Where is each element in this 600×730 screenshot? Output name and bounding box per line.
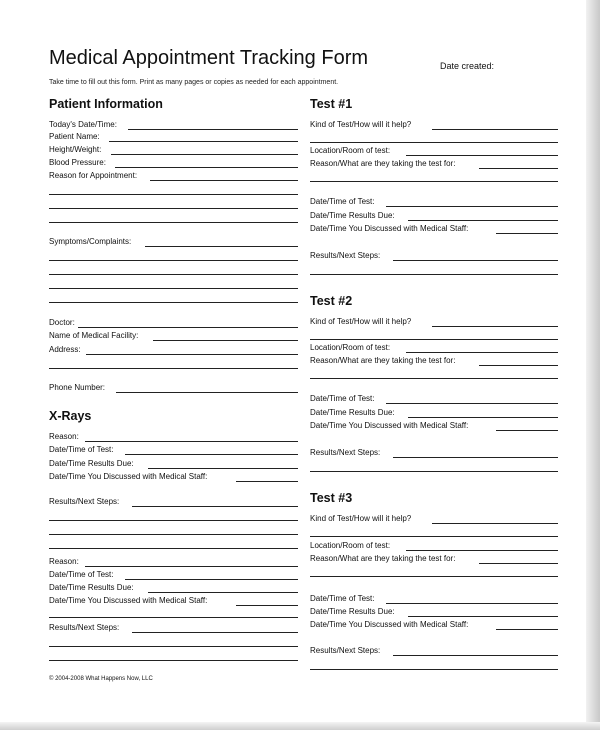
test3-reason-label: Reason/What are they taking the test for:	[310, 554, 456, 563]
test3-results-steps-line-2[interactable]	[310, 669, 558, 670]
test2-location-label: Location/Room of test:	[310, 343, 391, 352]
xray1-date-of-test-label: Date/Time of Test:	[49, 445, 114, 454]
xray1-results-steps-line-1[interactable]	[132, 506, 298, 507]
reason-field-line-3[interactable]	[49, 208, 298, 209]
test2-location-field[interactable]	[406, 352, 558, 353]
test2-kind-field[interactable]	[432, 326, 558, 327]
xray1-discussed-label: Date/Time You Discussed with Medical Staff:	[49, 472, 208, 481]
test1-discussed-field[interactable]	[496, 233, 558, 234]
xray1-results-steps-label: Results/Next Steps:	[49, 497, 120, 506]
test1-discussed-label: Date/Time You Discussed with Medical Staff:	[310, 224, 469, 233]
test2-discussed-field[interactable]	[496, 430, 558, 431]
symptoms-field-line-4[interactable]	[49, 288, 298, 289]
test2-kind-label: Kind of Test/How will it help?	[310, 317, 412, 326]
test3-discussed-field[interactable]	[496, 629, 558, 630]
test2-reason-field-line-2[interactable]	[310, 378, 558, 379]
test1-results-due-label: Date/Time Results Due:	[310, 211, 395, 220]
xray1-reason-label: Reason:	[49, 432, 79, 441]
test3-kind-label: Kind of Test/How will it help?	[310, 514, 412, 523]
xray1-results-due-label: Date/Time Results Due:	[49, 459, 134, 468]
address-label: Address:	[49, 345, 81, 354]
test1-kind-label: Kind of Test/How will it help?	[310, 120, 412, 129]
test2-results-steps-label: Results/Next Steps:	[310, 448, 381, 457]
test2-kind-field-line-2[interactable]	[310, 339, 558, 340]
test2-reason-label: Reason/What are they taking the test for:	[310, 356, 456, 365]
address-field-line-1[interactable]	[86, 354, 298, 355]
test3-results-due-field[interactable]	[408, 616, 558, 617]
medical-facility-label: Name of Medical Facility:	[49, 331, 139, 340]
xray2-results-due-label: Date/Time Results Due:	[49, 583, 134, 592]
test3-reason-field[interactable]	[479, 563, 558, 564]
test2-results-due-label: Date/Time Results Due:	[310, 408, 395, 417]
test2-results-steps-line-2[interactable]	[310, 471, 558, 472]
test1-results-steps-label: Results/Next Steps:	[310, 251, 381, 260]
xray2-results-steps-line-1[interactable]	[132, 632, 298, 633]
form-instructions: Take time to fill out this form. Print as many pages or copies as needed for each appointment.	[49, 79, 339, 86]
height-weight-label: Height/Weight:	[49, 145, 102, 154]
xray2-results-steps-label: Results/Next Steps:	[49, 623, 120, 632]
test3-date-of-test-label: Date/Time of Test:	[310, 594, 375, 603]
symptoms-field-line-2[interactable]	[49, 260, 298, 261]
patient-information-heading: Patient Information	[49, 97, 163, 111]
reason-for-appointment-label: Reason for Appointment:	[49, 171, 138, 180]
blood-pressure-field[interactable]	[115, 167, 298, 168]
patient-name-field[interactable]	[109, 141, 298, 142]
test2-reason-field[interactable]	[479, 365, 558, 366]
xray1-results-steps-line-2[interactable]	[49, 520, 298, 521]
page-edge-shadow	[586, 0, 600, 730]
test3-results-steps-label: Results/Next Steps:	[310, 646, 381, 655]
test3-results-steps-line-1[interactable]	[393, 655, 558, 656]
doctor-field[interactable]	[78, 327, 298, 328]
xray1-results-steps-line-3[interactable]	[49, 534, 298, 535]
xray2-discussed-field-line-2[interactable]	[49, 617, 298, 618]
test2-results-due-field[interactable]	[408, 417, 558, 418]
xray1-reason-field[interactable]	[85, 441, 298, 442]
xray2-date-of-test-label: Date/Time of Test:	[49, 570, 114, 579]
test2-date-of-test-label: Date/Time of Test:	[310, 394, 375, 403]
xray2-results-steps-line-2[interactable]	[49, 646, 298, 647]
xray1-discussed-field[interactable]	[236, 481, 298, 482]
symptoms-field-line-1[interactable]	[145, 246, 298, 247]
test-1-heading: Test #1	[310, 97, 353, 111]
test3-kind-field-line-2[interactable]	[310, 536, 558, 537]
medical-facility-field[interactable]	[153, 340, 298, 341]
symptoms-field-line-5[interactable]	[49, 302, 298, 303]
xray2-discussed-field[interactable]	[236, 605, 298, 606]
date-created-label: Date created:	[440, 61, 495, 71]
xray2-reason-label: Reason:	[49, 557, 79, 566]
test1-kind-field-line-2[interactable]	[310, 142, 558, 143]
xray2-discussed-label: Date/Time You Discussed with Medical Staff:	[49, 596, 208, 605]
address-field-line-2[interactable]	[49, 368, 298, 369]
xray1-results-steps-line-4[interactable]	[49, 548, 298, 549]
phone-number-field[interactable]	[116, 392, 298, 393]
xray2-results-due-field[interactable]	[148, 592, 298, 593]
test3-date-of-test-field[interactable]	[386, 603, 558, 604]
test1-location-label: Location/Room of test:	[310, 146, 391, 155]
todays-date-field[interactable]	[128, 129, 298, 130]
xray2-reason-field[interactable]	[85, 566, 298, 567]
xray2-results-steps-line-3[interactable]	[49, 660, 298, 661]
xray1-results-due-field[interactable]	[148, 468, 298, 469]
test1-date-of-test-label: Date/Time of Test:	[310, 197, 375, 206]
symptoms-label: Symptoms/Complaints:	[49, 237, 132, 246]
xray1-date-of-test-field[interactable]	[125, 454, 298, 455]
test1-results-steps-line-2[interactable]	[310, 274, 558, 275]
test2-discussed-label: Date/Time You Discussed with Medical Staff:	[310, 421, 469, 430]
copyright-footer: © 2004-2008 What Happens Now, LLC	[49, 676, 153, 682]
doctor-label: Doctor:	[49, 318, 75, 327]
form-title: Medical Appointment Tracking Form	[49, 47, 369, 69]
test2-results-steps-line-1[interactable]	[393, 457, 558, 458]
blood-pressure-label: Blood Pressure:	[49, 158, 106, 167]
test1-results-steps-line-1[interactable]	[393, 260, 558, 261]
test3-location-label: Location/Room of test:	[310, 541, 391, 550]
test2-date-of-test-field[interactable]	[386, 403, 558, 404]
patient-name-label: Patient Name:	[49, 132, 100, 141]
test3-kind-field[interactable]	[432, 523, 558, 524]
test1-reason-field-line-2[interactable]	[310, 181, 558, 182]
test3-reason-field-line-2[interactable]	[310, 576, 558, 577]
reason-field-line-4[interactable]	[49, 222, 298, 223]
height-weight-field[interactable]	[111, 154, 298, 155]
phone-number-label: Phone Number:	[49, 383, 106, 392]
test1-kind-field[interactable]	[432, 129, 558, 130]
test1-reason-field[interactable]	[479, 168, 558, 169]
test3-location-field[interactable]	[406, 550, 558, 551]
test3-discussed-label: Date/Time You Discussed with Medical Staff:	[310, 620, 469, 629]
test-2-heading: Test #2	[310, 294, 353, 308]
test1-date-of-test-field[interactable]	[386, 206, 558, 207]
reason-field-line-1[interactable]	[150, 180, 298, 181]
xray2-date-of-test-field[interactable]	[125, 579, 298, 580]
page-bottom-shadow	[0, 722, 600, 730]
test3-results-due-label: Date/Time Results Due:	[310, 607, 395, 616]
test1-reason-label: Reason/What are they taking the test for:	[310, 159, 456, 168]
test1-location-field[interactable]	[406, 155, 558, 156]
todays-date-label: Today's Date/Time:	[49, 120, 117, 129]
test1-results-due-field[interactable]	[408, 220, 558, 221]
x-rays-heading: X-Rays	[49, 409, 92, 423]
symptoms-field-line-3[interactable]	[49, 274, 298, 275]
reason-field-line-2[interactable]	[49, 194, 298, 195]
test-3-heading: Test #3	[310, 491, 353, 505]
